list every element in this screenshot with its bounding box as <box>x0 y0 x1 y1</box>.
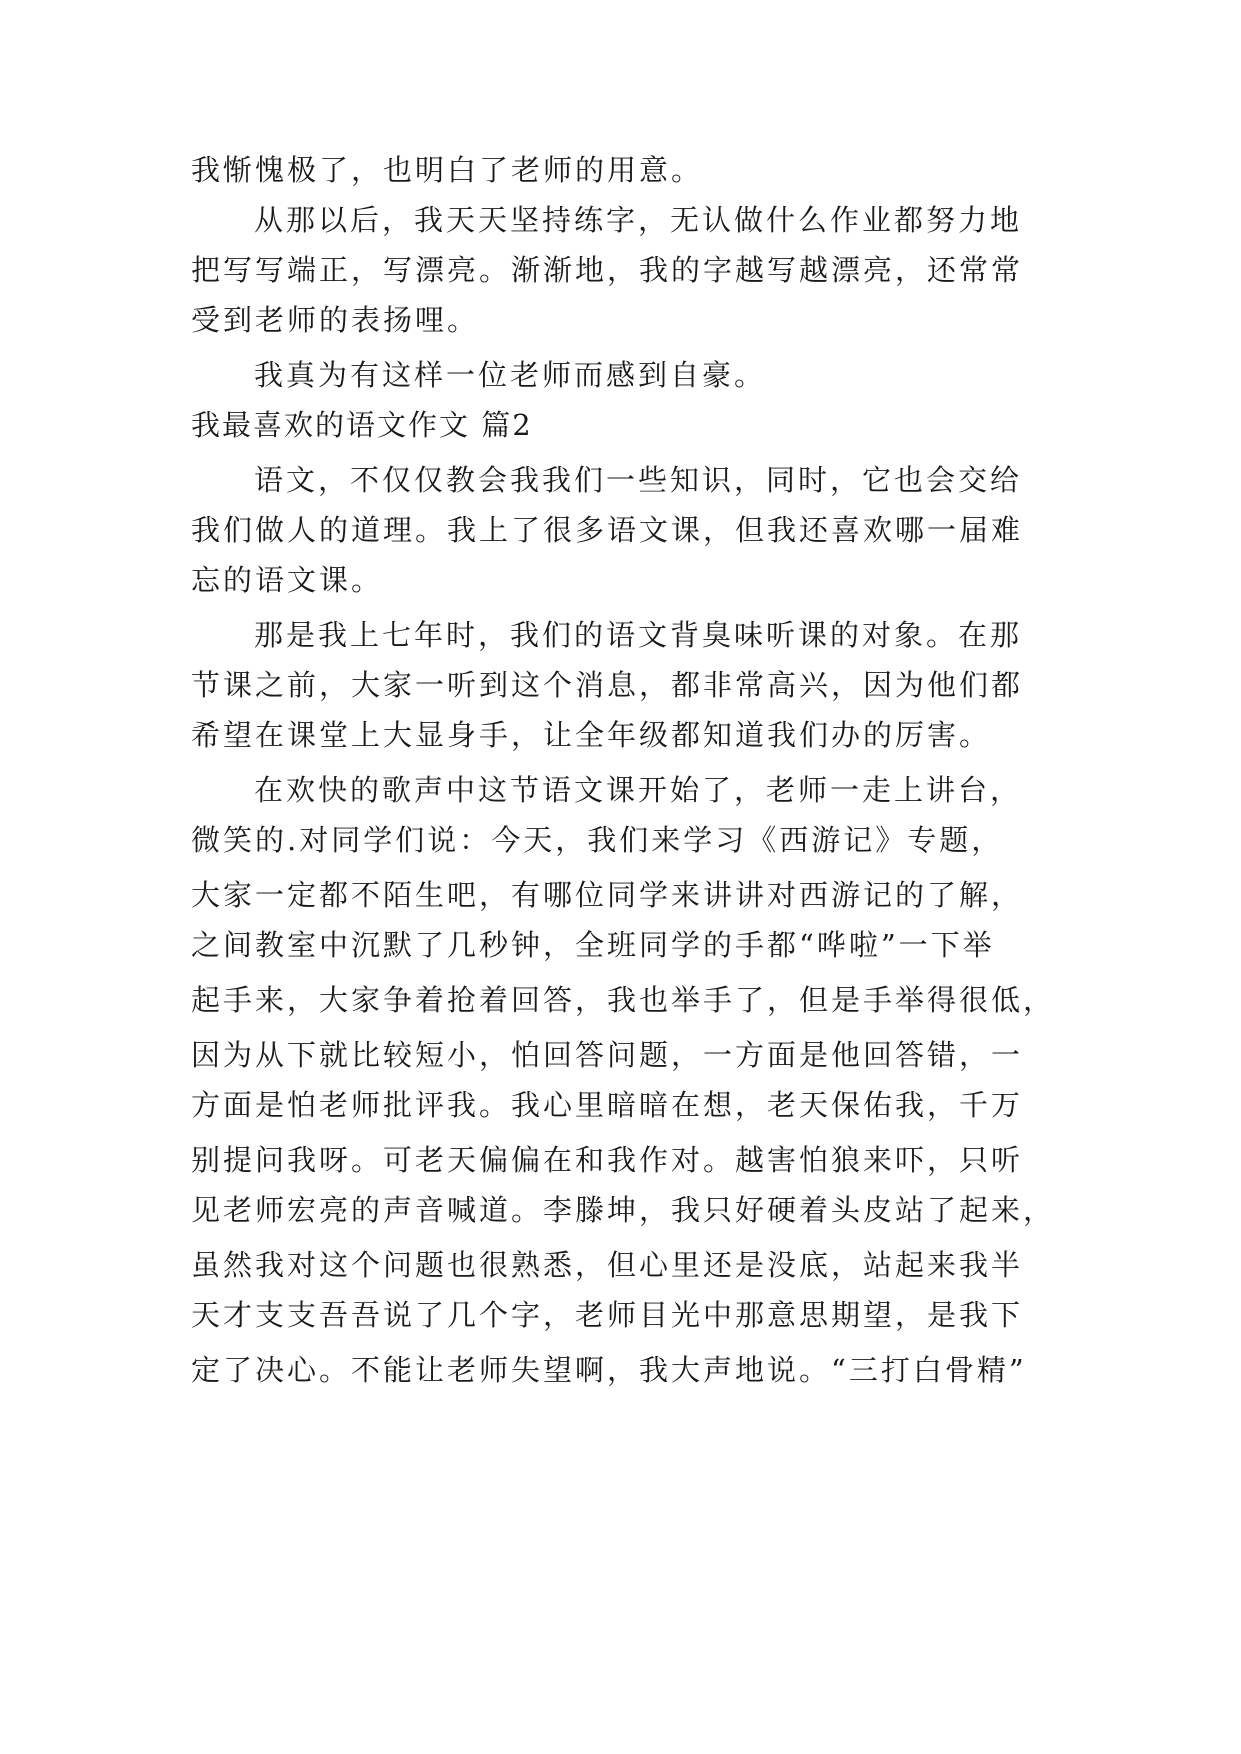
section-heading: 我最喜欢的语文作文 篇2 <box>191 408 533 442</box>
paragraph-line: 从那以后，我天天坚持练字，无认做什么作业都努力地 <box>254 203 1023 237</box>
paragraph-line: 我惭愧极了，也明白了老师的用意。 <box>191 153 704 187</box>
paragraph-line: 因为从下就比较短小，怕回答问题，一方面是他回答错，一 <box>191 1038 1024 1072</box>
paragraph-line: 别提问我呀。可老天偏偏在和我作对。越害怕狼来吓，只听 <box>191 1143 1024 1177</box>
paragraph-line: 天才支支吾吾说了几个字，老师目光中那意思期望，是我下 <box>191 1298 1024 1332</box>
paragraph-line: 那是我上七年时，我们的语文背臭味听课的对象。在那 <box>254 618 1023 652</box>
paragraph-line: 虽然我对这个问题也很熟悉，但心里还是没底，站起来我半 <box>191 1248 1024 1282</box>
paragraph-line: 微笑的.对同学们说：今天，我们来学习《西游记》专题， <box>191 823 1004 857</box>
paragraph-line: 节课之前，大家一听到这个消息，都非常高兴，因为他们都 <box>191 668 1024 702</box>
paragraph-line: 定了决心。不能让老师失望啊，我大声地说。“三打白骨精” <box>191 1353 1027 1387</box>
paragraph-line: 见老师宏亮的声音喊道。李滕坤，我只好硬着头皮站了起来， <box>191 1193 1056 1227</box>
paragraph-line: 希望在课堂上大显身手，让全年级都知道我们办的厉害。 <box>191 718 992 752</box>
paragraph-line: 忘的语文课。 <box>191 563 384 597</box>
paragraph-line: 我真为有这样一位老师而感到自豪。 <box>254 358 767 392</box>
paragraph-line: 大家一定都不陌生吧，有哪位同学来讲讲对西游记的了解， <box>191 878 1024 912</box>
paragraph-line: 在欢快的歌声中这节语文课开始了，老师一走上讲台， <box>254 773 1023 807</box>
paragraph-line: 起手来，大家争着抢着回答，我也举手了，但是手举得很低， <box>191 983 1056 1017</box>
paragraph-line: 之间教室中沉默了几秒钟，全班同学的手都“哗啦”一下举 <box>191 928 995 962</box>
paragraph-line: 语文，不仅仅教会我我们一些知识，同时，它也会交给 <box>254 463 1023 497</box>
paragraph-line: 方面是怕老师批评我。我心里暗暗在想，老天保佑我，千万 <box>191 1088 1024 1122</box>
paragraph-line: 把写写端正，写漂亮。渐渐地，我的字越写越漂亮，还常常 <box>191 253 1024 287</box>
paragraph-line: 受到老师的表扬哩。 <box>191 303 480 337</box>
paragraph-line: 我们做人的道理。我上了很多语文课，但我还喜欢哪一届难 <box>191 513 1024 547</box>
